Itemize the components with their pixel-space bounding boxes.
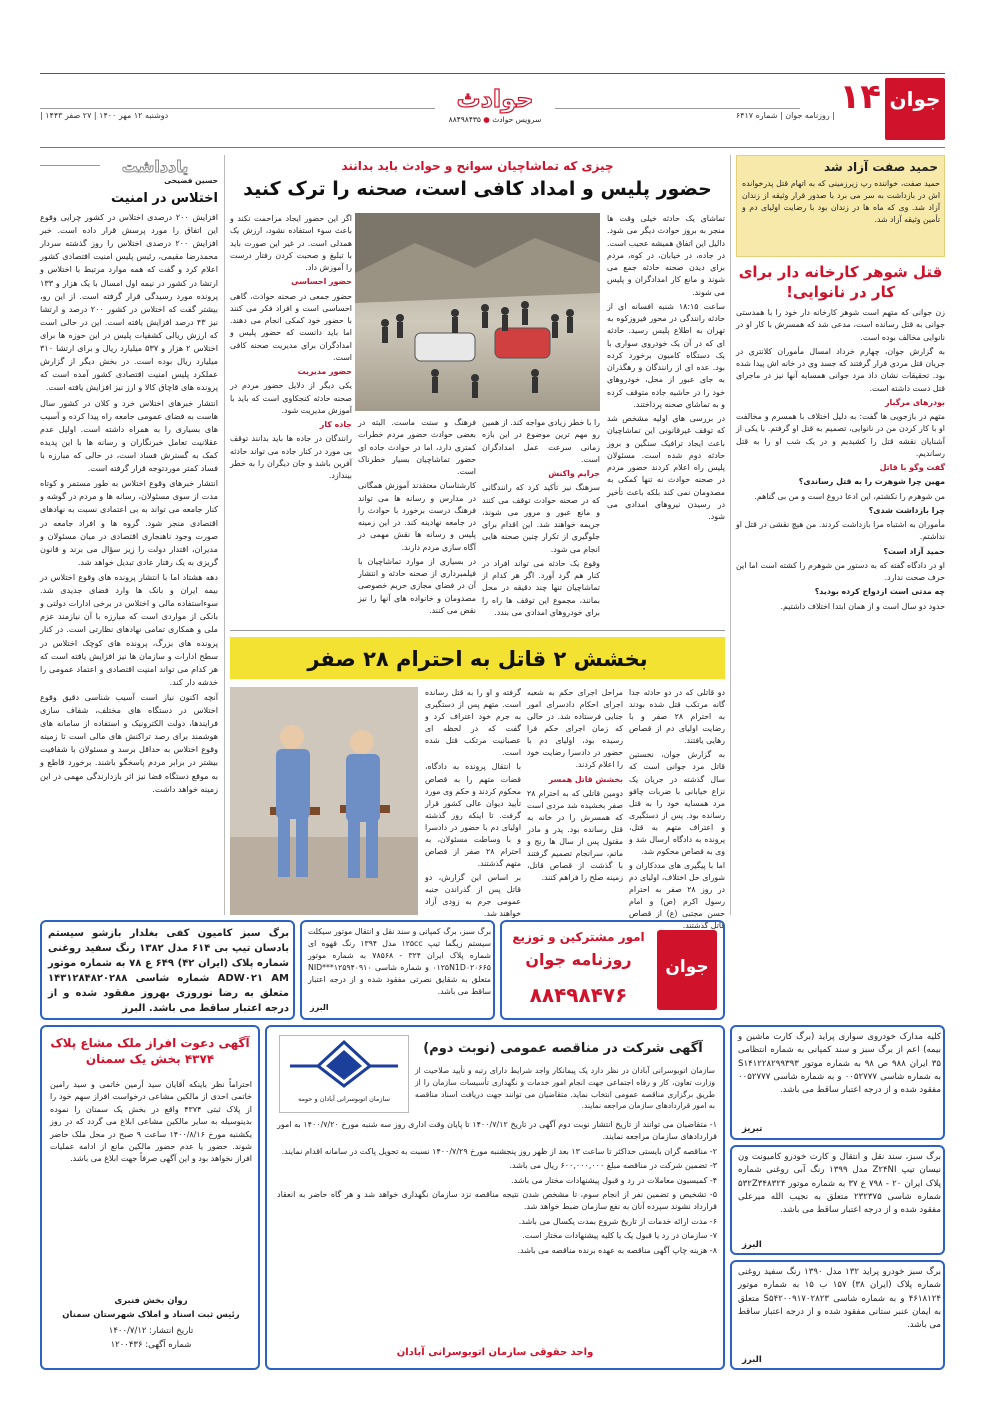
section-title: حوادث: [435, 86, 555, 112]
ad-box-4: [730, 1145, 945, 1255]
news2-answer: حدود دو سال است و از همان ابتدا اختلاف داشتیم.: [780, 601, 945, 611]
issue-info: | روزنامه جوان | شماره ۶۴۱۷: [735, 111, 835, 120]
main-paragraph: رانندگان در جاده ها باید بدانند توقف بی مورد در کنار جاده می تواند حادثه آفرین باشد و جان دیگران را به خطر بیندازد.: [230, 434, 352, 480]
tender-item: ۷- سازمان در رد یا قبول یک یا کلیه پیشنهادات مختار است.: [522, 1231, 717, 1241]
yaddasht-title: اختلاس در امنیت: [110, 191, 218, 206]
brand-name: جوان: [889, 87, 941, 111]
tender-signature: واحد حقوقی سازمان اتوبوسرانی آبادان: [396, 1347, 594, 1358]
ad2-city: البرز: [310, 1003, 329, 1012]
invite-sig1: روان بخش فنبری: [114, 1296, 188, 1306]
news2-question: چرا بازداشت شدی؟: [868, 505, 945, 515]
subs-logo: [657, 930, 717, 1010]
main-paragraph: کارشناسان معتقدند آموزش همگانی در مدارس و رسانه ها می تواند فرهنگ درست برخورد با حوادث را در جامعه نهادینه کند. در این زمینه پلیس و رسانه ها نقش مهمی در آگاه سازی مردم دارند.: [358, 481, 476, 552]
news2-subhead: گفت وگو با قاتل: [879, 463, 945, 472]
news2-answer: من شوهرم را نکشتم، این ادعا دروغ است و من بی گناهم.: [754, 491, 945, 501]
tender-logo-caption: سازمان اتوبوسرانی آبادان و حومه: [298, 1095, 390, 1103]
prisoners-photo-art: [230, 687, 418, 915]
yaddasht-author: حسین فضیحی: [164, 176, 218, 185]
sidebar: [736, 155, 945, 915]
main-paragraph: را با خطر زیادی مواجه کند. از همین رو مهم ترین موضوع در این بازه زمانی سرعت عمل امدادگران است.: [482, 418, 600, 464]
invite-box: [40, 1025, 260, 1370]
yaddasht-rule: [40, 165, 100, 166]
main-subhead: جرایم واکنش: [548, 469, 600, 478]
ad2-text: برگ سبز، برگ کمپانی و سند نقل و انتقال موتور سیکلت سیستم زیگما تیپ ۱۲۵cc مدل ۱۳۹۴ رنگ قهوه ای شماره پلاک ایران ۳۲۴ - ۷۸۵۶۸ به شماره موتور ۰۱۲۵N1D۰۲۰۶۶۵ و شماره شاسی NID***۱۲۵۹۴۰۹۱۰ متعلق به شقایق نصرتی مفقود شده و از درجه اعتبار ساقط می باشد.: [308, 927, 491, 997]
invite-number: شماره آگهی: ۱۲۰۰۴۳۶: [110, 1340, 192, 1350]
brand-logo: [885, 78, 945, 140]
news2-question: حمید آزاد است؟: [883, 546, 945, 556]
news1-title: حمید صفت آزاد شد: [823, 160, 938, 174]
ad-box-2: [300, 920, 495, 1020]
subscription-box: [500, 920, 725, 1020]
column-divider: [224, 155, 225, 915]
masthead: [40, 70, 945, 150]
second-story: [230, 630, 725, 931]
second-col-2: [527, 687, 623, 915]
news2-answer: او در دادگاه گفته که به دستور من شوهرم را کشته است اما این حرف صحت ندارد.: [736, 560, 945, 582]
masthead-bottom-rule: [40, 147, 945, 148]
invite-title: آگهی دعوت افراز ملک مشاع پلاک ۴۳۷۴ بخش یک سمنان: [50, 1036, 250, 1067]
main-paragraph: در بسیاری از موارد تماشاچیان با فیلمبرداری از صحنه حادثه و انتشار آن در فضای مجازی حریم خصوصی مصدومان و خانواده های آنها را نیز نقض می کنند.: [358, 556, 476, 615]
subs-logo-text: جوان: [665, 957, 709, 977]
second-headline-band: [230, 637, 725, 679]
tender-items: [277, 1119, 717, 1339]
main-col-1: [607, 213, 725, 623]
invite-sig2: رئیس ثبت اسناد و املاک شهرستان سمنان: [62, 1310, 240, 1320]
news1-body: حمید صفت، خواننده رپ زیرزمینی که به اتهام قتل پدرخوانده اش در بازداشت به سر می برد با صدور قرار وثیقه از زندان آزاد شد. وی که ماه ها در زندان بود با رضایت اولیای دم و تأمین وثیقه آزاد شد.: [742, 179, 940, 225]
section-line-label: سرویس حوادث: [492, 115, 542, 124]
news-box-1: [736, 155, 945, 257]
ad-box-1: [40, 920, 295, 1020]
second-paragraph: اما با پیگیری های مددکاران و شورای حل اختلاف، اولیای دم در روز ۲۸ صفر به احترام رسول اکرم (ص) و امام حسن مجتبی (ع) از قصاص قاتل گذشتند.: [629, 861, 725, 931]
news2-answer: مأموران به اشتباه مرا بازداشت کردند. من هیچ نقشی در قتل او نداشتم.: [736, 520, 945, 542]
second-paragraph: با انتقال پرونده به دادگاه، قضات متهم را به قصاص محکوم کردند و حکم وی مورد تأیید دیوان عالی کشور قرار گرفت. تا اینکه روز گذشته اولیای دم با حضور در دادسرا و با وساطت مسئولان، به احترام ۲۸ صفر از قصاص متهم گذشتند.: [425, 762, 521, 869]
accident-photo: [355, 213, 600, 411]
tender-item: ۲- مناقصه گران بایستی حداکثر تا ساعت ۱۳ بعد از ظهر روز پنجشنبه مورخ ۱۴۰۰/۷/۲۹ نسبت به تحویل پاکت در سامانه اقدام نمایند.: [281, 1146, 717, 1156]
second-col-3: [425, 687, 521, 919]
invite-date: تاریخ انتشار: ۱۴۰۰/۷/۱۲: [108, 1326, 194, 1336]
yaddasht-paragraph: انتشار خبرهای اختلاس خرد و کلان در کشور سال هاست به فضای عمومی جامعه راه پیدا کرده و آسیب های بسیاری را به همراه داشته است. اولیل عدم عقلانیت تعامل خبرنگاران و رسانه ها با این پدیده کمک به گسترش فساد است، در حالی که مبارزه با فساد کمتر موردتوجه قرار گرفته است.: [40, 397, 218, 474]
main-paragraph: اگر این حضور ایجاد مزاحمت نکند و باعث سوء استفاده نشود، ارزش یک همدلی است. در غیر این صورت باید با تبلیغ و صحبت کردن رفتار درست را آموزش داد.: [230, 214, 352, 272]
second-paragraph: مراحل اجرای حکم به شعبه اجرای احکام دادسرای امور جنایی فرستاده شد. در حالی که زمان اجرای حکم فرا رسیده بود، اولیای دم با حضور در دادسرا رضایت خود را اعلام کردند.: [527, 688, 623, 770]
second-paragraph: دو قاتلی که در دو حادثه جدا گانه مرتکب قتل شده بودند به احترام ۲۸ صفر و با رضایت اولیای دم از قصاص رهایی یافتند.: [629, 688, 725, 746]
main-paragraph: ساعت ۱۸:۱۵ شنبه افسانه ای از حادثه رانندگی در محور فیروزکوه به تهران به اطلاع پلیس رسید. حادثه ای که در آن یک خودروی سواری با یک دستگاه کامیون برخورد کرده بود. عده ای از رانندگان و رهگذران به جای عبور از محل، خودروهای خود را در حاشیه جاده متوقف کرده و به تماشای صحنه پرداختند.: [607, 301, 726, 409]
main-col-4: [230, 213, 352, 623]
sidebar-divider: [730, 155, 731, 915]
yaddasht-label: یادداشت: [121, 157, 189, 176]
subs-title: امور مشترکین و توزیع: [512, 930, 645, 944]
news2-paragraph: متهم در بازجویی ها گفت: به دلیل اختلاف با همسرم و مخالفت او با کار کردن من در نانوایی، تصمیم به قتل او گرفتم. با یکی از آشنایان نقشه قتل را کشیدیم و در یک شب او را به قتل رساندیم.: [736, 412, 945, 458]
tender-item: ۶- مدت ارائه خدمات از تاریخ شروع بمدت یکسال می باشد.: [518, 1216, 717, 1226]
news2-subhead: بودرهای مرگبار: [884, 397, 945, 407]
bus-organization-logo: [280, 1036, 408, 1092]
ad4-city: البرز: [742, 1240, 762, 1250]
accident-photo-art: [355, 213, 600, 411]
ad3-city: تبریز: [742, 1124, 763, 1134]
ad5-city: البرز: [742, 1355, 762, 1365]
tender-item: ۸- هزینه چاپ آگهی مناقصه به عهده برنده مناقصه می باشد.: [517, 1245, 717, 1255]
yaddasht-paragraph: دهه هشتاد اما با انتشار پرونده های وقوع اختلاس در بیمه ایران و بانک ها وارد فضای جدیدی شد. سوءاستفاده مالی و اختلاس در برخی ادارات دولتی و بانکی از مواردی است که مبارزه با آن نیازمند عزم ملی و همکاری تمامی نهادهای نظارتی است. در کنار پرونده های بزرگ، پرونده های کوچک اختلاس در سطح ادارات و سازمان ها نیز افزایش یافته است که هر کدام می تواند امنیت اقتصادی و اعتماد عمومی را خدشه دار کند.: [40, 571, 218, 687]
news2-body: [736, 307, 945, 912]
yaddasht-paragraph: افزایش ۲۰۰ درصدی اختلاس در کشور چرایی وقوع این اتفاق را مورد پرسش قرار داده است. خبر افزایش ۲۰۰ درصدی اختلاس را روز گذشته سردار محمدرضا مقیمی، رئیس پلیس امنیت اقتصادی کشور اعلام کرد و گفت که همه موارد مرتبط با اختلاس و ارتشا در کشور در نیمه اول امسال با یک هزار و ۱۳۳ پرونده مورد رسیدگی قرار گرفته است. از این رو، بیشتر گفت که اختلاس در کشور ۲۰۰ درصد و ارتشا نیز ۴۳ درصد افزایش یافته است. این در حالی است که ارزش ریالی کشفیات پلیس در این حوزه ها برای اختلاس ۲ هزار و ۵۳۷ میلیارد ریال و برای ارتشا ۳۱۰ میلیارد ریال بوده است. در بخش دیگر از گزارش عملکرد پلیس امنیت اقتصادی کشور آمده است که پرونده های قاچاق کالا و ارز نیز افزایش یافته است.: [40, 212, 218, 393]
news2-question: چه مدتی است ازدواج کرده بودید؟: [814, 587, 945, 597]
ad-box-5: [730, 1260, 945, 1370]
subs-phone: ۸۸۴۹۸۴۷۶: [529, 983, 628, 1007]
ad4-text: برگ سبز، سند نقل و انتقال و کارت خودرو کامیونت ون نیسان تیپ Z۲۴NI مدل ۱۳۹۹ رنگ آبی روغنی شماره پلاک ایران ۲۰ - ۷۹۸ ع ۳۷ به شماره موتور ۵۳۲Z۳۴۸۳۲۴ شماره شاسی ۲۳۲۳۷۵ متعلق به نجیب الله میرعلی مفقود شده و از درجه اعتبار ساقط می باشد.: [738, 1152, 942, 1216]
second-paragraph: به گزارش جوان، نخستین قاتل مرد جوانی است که سال گذشته در جریان یک نزاع خیابانی با ضربات چاقو مرد همسایه خود را به قتل رسانده بود. پس از دستگیری و اعتراف متهم به قتل، پرونده به دادگاه ارسال شد و وی به قصاص محکوم شد.: [629, 750, 725, 857]
second-col-1: [629, 687, 725, 931]
ad5-text: برگ سبز خودرو پراید ۱۳۲ مدل ۱۳۹۰ رنگ سفید روغنی شماره پلاک (ایران ۳۸) ۱۵۷ ب ۱۵ به شماره موتور ۴۶۱۸۱۲۴ و به شماره شاسی S۵۴۲۰۰۹۱۷۰۲۸۲۳ متعلق به ایمان عنبر ستانی مفقود شده و از درجه اعتبار ساقط می باشد.: [738, 1267, 941, 1331]
subs-name: روزنامه جوان: [525, 950, 632, 969]
main-paragraph: حضور جمعی در صحنه حوادث، گاهی احساسی است و افراد فکر می کنند با حضور خود کمکی انجام می دهند. اما باید دانست که حضور پلیس و امدادگران برای مدیریت صحنه کافی است.: [230, 291, 352, 362]
tender-item: ۳- تضمین شرکت در مناقصه مبلغ ۶۰۰,۰۰۰,۰۰۰ ریال می باشد.: [509, 1161, 717, 1171]
section-phone: ۸۸۴۹۸۴۳۵: [448, 115, 481, 124]
main-subhead: حضور مدیریت: [297, 367, 352, 376]
tender-item: ۴- کمیسیون معاملات در رد و قبول پیشنهادات مختار می باشد.: [511, 1175, 717, 1185]
main-kicker: چیزی که تماشاچیان سوانح و حوادث باید بدانند: [341, 159, 614, 173]
ad1-text: برگ سبز کامیون کفی بغلدار بازشو سیستم بادسان تیپ بی ۶۱۴ مدل ۱۳۸۲ رنگ سفید روغنی شماره پلاک (ایران ۴۲) ۶۴۹ ع ۷۸ به شماره موتور ADW۰۲۱ AM شماره شاسی ۱۴۳۱۲۸۴۸۲۰۲۸۸ متعلق به رضا نوروزی بهروز مفقود شده و از درجه اعتبار ساقط می باشد. البرز: [48, 928, 290, 1014]
page-number: ۱۴: [839, 77, 881, 117]
main-subhead: جاده کار: [319, 420, 352, 429]
tender-intro: سازمان اتوبوسرانی آبادان در نظر دارد یک پیمانکار واجد شرایط دارای رتبه و تأیید صلاحیت از وزارت تعاون، کار و رفاه اجتماعی جهت انجام امور خدمات و نگهداری تأسیسات سازمان را از طریق برگزاری مناقصه عمومی انتخاب نماید. متقاضیان می توانند جهت دریافت اسناد مناقصه به امور قراردادهای سازمان مراجعه نمایند.: [415, 1066, 715, 1111]
invite-body: احتراماً نظر باینکه آقایان سید آرمین خاتمی و سید رامین خاتمی احدی از مالکین مشاعی درخواست افراز سهم خود را از پلاک ثبتی ۴۳۷۴ واقع در بخش یک سمنان را نموده بدینوسیله به سایر مالکین مشاعی ابلاغ می گردد که در روز یکشنبه مورخ ۱۴۰۰/۸/۱۶ ساعت ۹ صبح در محل ملک حاضر شوند. حضور یا عدم حضور مالکین مانع از ادامه عملیات افراز نخواهد بود و این آگهی صرفاً جهت ابلاغ می باشد.: [50, 1080, 253, 1164]
date-info: دوشنبه ۱۲ مهر ۱۴۰۰ | ۲۷ صفر ۱۴۴۳ |: [40, 111, 169, 120]
news2-question: مهین چرا شوهرت را به قتل رساندی؟: [798, 477, 945, 487]
tender-item: ۵- تشخیص و تضمین نفر از انجام سوم، تا مشخص شدن نتیجه مناقصه نزد سازمان نگهداری خواهد شد و هر گاه حاضر به انعقاد قرارداد نشوند سپرده آنان به نفع سازمان ضبط خواهد شد.: [277, 1189, 717, 1212]
main-col-3: [358, 417, 476, 623]
ad-box-3: [730, 1025, 945, 1140]
ad3-text: کلیه مدارک خودروی سواری پراید (برگ کارت ماشین و بیمه) اعم از برگ سبز و سند کمپانی به شماره انتظامی ۳۵ ایران ۹۸۸ ص ۹۸ به شماره موتور S۱۴۱۲۲۸۲۹۹۳۹۳ به شماره شاسی ۰۰۵۲۷۷۷ و به شماره شاسی ۰۰۵۲۷۷۷ مفقود شده و از درجه اعتبار ساقط می باشد.: [738, 1032, 941, 1096]
second-paragraph: گرفته و او را به قتل رسانده است. متهم پس از دستگیری به جرم خود اعتراف کرد و گفت که در لحظه ای عصبانیت مرتکب قتل شده است.: [425, 688, 521, 758]
main-paragraph: در بررسی های اولیه مشخص شد که توقف غیرقانونی این تماشاچیان باعث ایجاد ترافیک سنگین و بروز حادثه دوم شده است. مسئولان پلیس راه اعلام کردند حضور مردم در صحنه حوادث نه تنها کمکی به مصدومان نمی کند بلکه باعث تأخیر در رسیدن نیروهای امدادی می شود.: [607, 414, 725, 521]
yaddasht-paragraph: انتشار خبرهای وقوع اختلاس به طور مستمر و کوتاه مدت از سوی مسئولان، رسانه ها و مردم در گوشه و کنار جامعه می تواند به بی اعتمادی نسبت به نهادهای اقتصادی منجر شود. گروه ها و افراد جامعه در صورت وجود ناهنجاری اقتصادی در میان مسئولان و مدیران، اقتدار دولت را زیر سؤال می برند و قانون گریزی به یک رفتار عادی تبدیل خواهد شد.: [40, 478, 218, 567]
tender-item: ۱- متقاضیان می توانند از تاریخ انتشار نوبت دوم آگهی در تاریخ ۱۴۰۰/۷/۱۲ تا پایان وقت اداری روز سه شنبه مورخ ۱۴۰۰/۷/۲۰ به امور قراردادهای سازمان مراجعه نمایند.: [277, 1120, 717, 1142]
second-headline: بخشش ۲ قاتل به احترام ۲۸ صفر: [307, 647, 648, 671]
second-paragraph: بر اساس این گزارش، دو قاتل پس از گذراندن جنبه عمومی جرم به زودی آزاد خواهند شد.: [425, 873, 521, 919]
news2-paragraph: زن جوانی که متهم است شوهر کارخانه دار خود را با همدستی جوانی به قتل رسانده است، مدعی شد که همسرش با کار او در نانوایی مخالف بوده است.: [736, 308, 945, 342]
main-subhead: حضور احساسی: [291, 277, 352, 287]
prisoners-photo: [230, 687, 418, 915]
phone-icon: ●: [483, 115, 490, 124]
section-line: [435, 114, 555, 126]
tender-logo: [279, 1035, 409, 1113]
main-paragraph: یکی دیگر از دلایل حضور مردم در صحنه حادثه کنجکاوی است که باید با آموزش مدیریت شود.: [230, 381, 352, 415]
top-rule: [40, 73, 945, 74]
main-paragraph: تماشای یک حادثه خیلی وقت ها منجر به بروز حوادث دیگر می شود. دالیل این اتفاق همیشه عجیب است. در جاده، در خیابان، در کوه، مردم برای دیدن صحنه حادثه جمع می شوند و مانع کار امدادگران و پلیس می شوند.: [607, 214, 725, 297]
main-paragraph: فرهنگ و سنت ماست. البته در بعضی حوادث حضور مردم خطرات کمتری دارد، اما در حوادث جاده ای حضور تماشاچیان بسیار خطرناک است.: [358, 418, 476, 476]
second-paragraph: دومین قاتلی که به احترام ۲۸ صفر بخشیده شد مردی است که همسرش را در خانه به قتل رسانده بود. پدر و مادر مقتول پس از سال ها رنج و ماتم، سرانجام تصمیم گرفتند با گذشت از قصاص قاتل، زمینه صلح را فراهم کنند.: [527, 788, 623, 883]
news2-title: قتل شوهر کارخانه دار برای کار در نانوایی!: [738, 263, 943, 301]
main-story: [230, 155, 725, 625]
main-col-2: [482, 417, 600, 623]
main-paragraph: سرهنگ نیز تأکید کرد که رانندگانی که در صحنه حوادث توقف می کنند و مانع عبور و مرور می شوند، جریمه خواهند شد. این اقدام برای جلوگیری از تکرار چنین صحنه هایی انجام می شود.: [482, 483, 600, 554]
second-subhead: بخشش قاتل همسر: [548, 774, 623, 784]
main-paragraph: وقوع یک حادثه می تواند افراد در کنار هم گرد آورد. اگر هر کدام از تماشاچیان تنها چند دقیقه در محل بمانند، مجموع این توقف ها راه را برای خودروهای امدادی می بندد.: [482, 558, 600, 617]
tender-box: [265, 1025, 725, 1370]
yaddasht-paragraph: آنچه اکنون نیاز است آسیب شناسی دقیق وقوع اختلاس در دستگاه های مختلف، شفاف سازی فرایندها، دولت الکترونیک و استفاده از سامانه های هوشمند برای رصد تراکنش های مالی است تا زمینه وقوع اختلاس به حداقل برسد و مسئولان با شفافیت بیشتر در برابر مردم پاسخگو باشند. برخورد قاطع و به موقع دستگاه قضا نیز اثر بازدارندگی مهمی در این زمینه خواهد داشت.: [40, 691, 218, 794]
main-headline: حضور پلیس و امداد کافی است، صحنه را ترک کنید: [243, 178, 712, 200]
news2-paragraph: به گزارش جوان، چهارم خرداد امسال مأموران کلانتری در جریان قتل مردی قرار گرفتند که جسد وی در خانه اش پیدا شده بود. تحقیقات نشان داد مرد جوانی همسایه آنها نیز در ماجرای قتل دست داشته است.: [736, 346, 945, 393]
masthead-rule: [40, 108, 800, 109]
tender-title: آگهی شرکت در مناقصه عمومی (نوبت دوم): [423, 1041, 703, 1056]
